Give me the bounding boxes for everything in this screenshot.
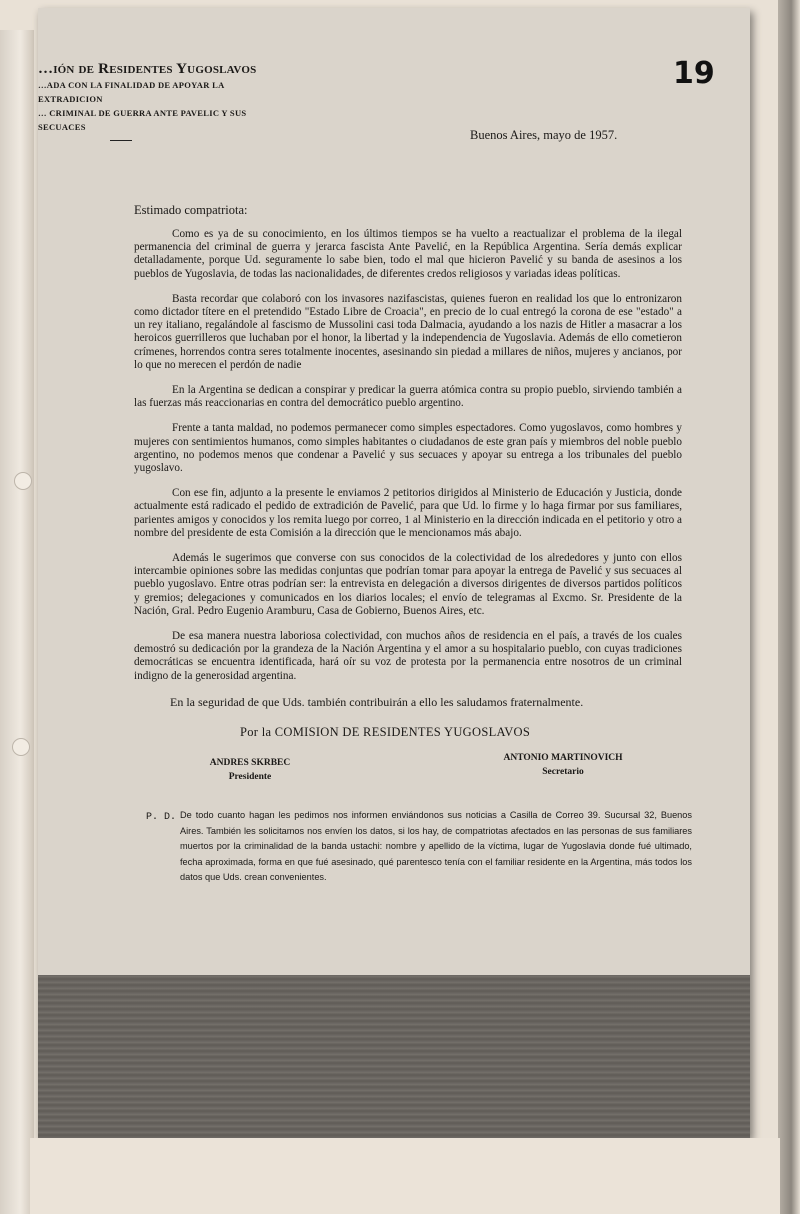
letterhead [38,60,258,141]
paragraph: Con ese fin, adjunto a la presente le enviamos 2 petitorios dirigidos al Ministerio de Educación y Justicia, donde actualmente está radicado el pedido de extradición de Pavelić, para que Ud. lo firme y lo haga firmar por sus familiares, parientes amigos y conocidos y los remita luego por correo, 1 al Ministerio en la dirección indicada en el petitorio y otro a nombre del presidente de esta Comisión a la dirección que le mencionamos más abajo. [134,487,682,539]
postscript-text: De todo cuanto hagan les pedimos nos informen enviándonos sus noticias a Casilla de Correo 39. Sucursal 32, Buenos Aires. También les solicitamos nos envíen los datos, si los hay, de compatriotas afectados en las personas de sus familiares muertos por la criminalidad de la banda ustachi: nombre y apellido de la víctima, lugar de Yugoslavia donde fué ultimado, fecha aproximada, forma en que fué asesinado, qué parentesco tenía con el familiar residente en la Argentina, más todos los datos que Uds. crean convenientes. [180,810,692,883]
signature-line: Por la COMISION DE RESIDENTES YUGOSLAVOS [240,725,531,739]
letterhead-line: …ADA CON LA FINALIDAD DE APOYAR LA EXTRADICION [38,80,225,104]
signatory-role: Presidente [228,772,272,782]
letter-body [134,228,682,695]
punch-hole [14,472,32,490]
paragraph: Como es ya de su conocimiento, en los últimos tiempos se ha vuelto a reactualizar el problema de la ilegal permanencia del criminal de guerra y jerarca fascista Ante Pavelić, en la República Argentina. Sería demás explicar detalladamente, porque Ud. seguramente lo sabe bien, todo el mal que hicieron Pavelić y su banda de asesinos a los pueblos de Yugoslavia, de todas las nacionalidades, de diferentes credos religiosos y variadas ideas políticas. [134,228,682,280]
left-page-edge [0,30,34,1214]
right-page-edge [778,0,800,1214]
photocopy-dark-band [38,975,750,1138]
letterhead-title: …ión de Residentes Yugoslavos [38,61,257,77]
signatory-name: ANDRES SKRBEC [209,758,291,768]
signatory-president [192,756,308,784]
letterhead-rule [110,140,132,141]
paragraph: Frente a tanta maldad, no podemos permanecer como simples espectadores. Como yugoslavos, como hombres y mujeres con sentimientos humanos, como simples habitantes o ciudadanos de este gran país y miembros del noble pueblo argentino, no podemos menos que condenar a Pavelić y sus secuaces y apoyar su entrega a los tribunales del pueblo yugoslavo. [134,422,682,475]
paragraph: En la Argentina se dedican a conspirar y predicar la guerra atómica contra su propio pueblo, sirviendo también a las fuerzas más reaccionarias en contra del democrático pueblo argentino. [134,384,682,410]
signatory-role: Secretario [542,767,584,777]
signatory-secretary [488,751,638,779]
salutation: Estimado compatriota: [134,203,248,217]
letter-date: Buenos Aires, mayo de 1957. [470,128,618,142]
paragraph: Además le sugerimos que converse con sus conocidos de la colectividad de los alrededores y junto con ellos intercambie opiniones sobre las medidas conjuntas que podrían tomar para apoyar la entrega de Pavelić y sus secuaces al pueblo yugoslavo. Entre otras podrían ser: la entrevista en delegación a diversos dirigentes de diversos partidos políticos y gremios; delegaciones y comunicados en los diarios locales; el envío de telegramas al Excmo. Sr. Presidente de la Nación, Gral. Pedro Eugenio Aramburu, Casa de Gobierno, Buenos Aires, etc. [134,552,682,617]
signatory-name: ANTONIO MARTINOVICH [503,753,623,763]
paragraph: De esa manera nuestra laboriosa colectividad, con muchos años de residencia en el país, a través de los cuales demostró su dedicación por la grandeza de la Nación Argentina y el amor a su hospitalario pueblo, con cuyas tradiciones democráticas se encuentra identificada, hará oír su voz de protesta por la permanencia entre nosotros de un criminal indigno de la generosidad argentina. [134,630,682,682]
folio-number: 19 [673,56,715,91]
paragraph: Basta recordar que colaboró con los invasores nazifascistas, quienes fueron en realidad los que lo entronizaron como dictador títere en el pretendido "Estado Libre de Croacia", en precio de lo cual entregó la corona de ese "estado" a un rey italiano, regalándole al fascismo de Mussolini casi toda Dalmacia, ayudando a los nazis de Hitler a masacrar a los heroicos guerrilleros que luchaban por el honor, la libertad y la independencia de Yugoslavia. Además de ello cometieron crímenes, horrendos contra seres totalmente inocentes, asesinando sin piedad a millares de niños, mujeres y ancianos, por lo que no merecen el perdón de nadie [134,292,682,371]
bottom-paper-strip [30,1138,780,1214]
postscript-label: P. D. [146,812,177,823]
punch-hole [12,738,30,756]
letterhead-line: … CRIMINAL DE GUERRA ANTE PAVELIC Y SUS SECUACES [38,108,247,132]
closing-line: En la seguridad de que Uds. también contribuirán a ello les saludamos fraternalmente. [170,695,584,709]
